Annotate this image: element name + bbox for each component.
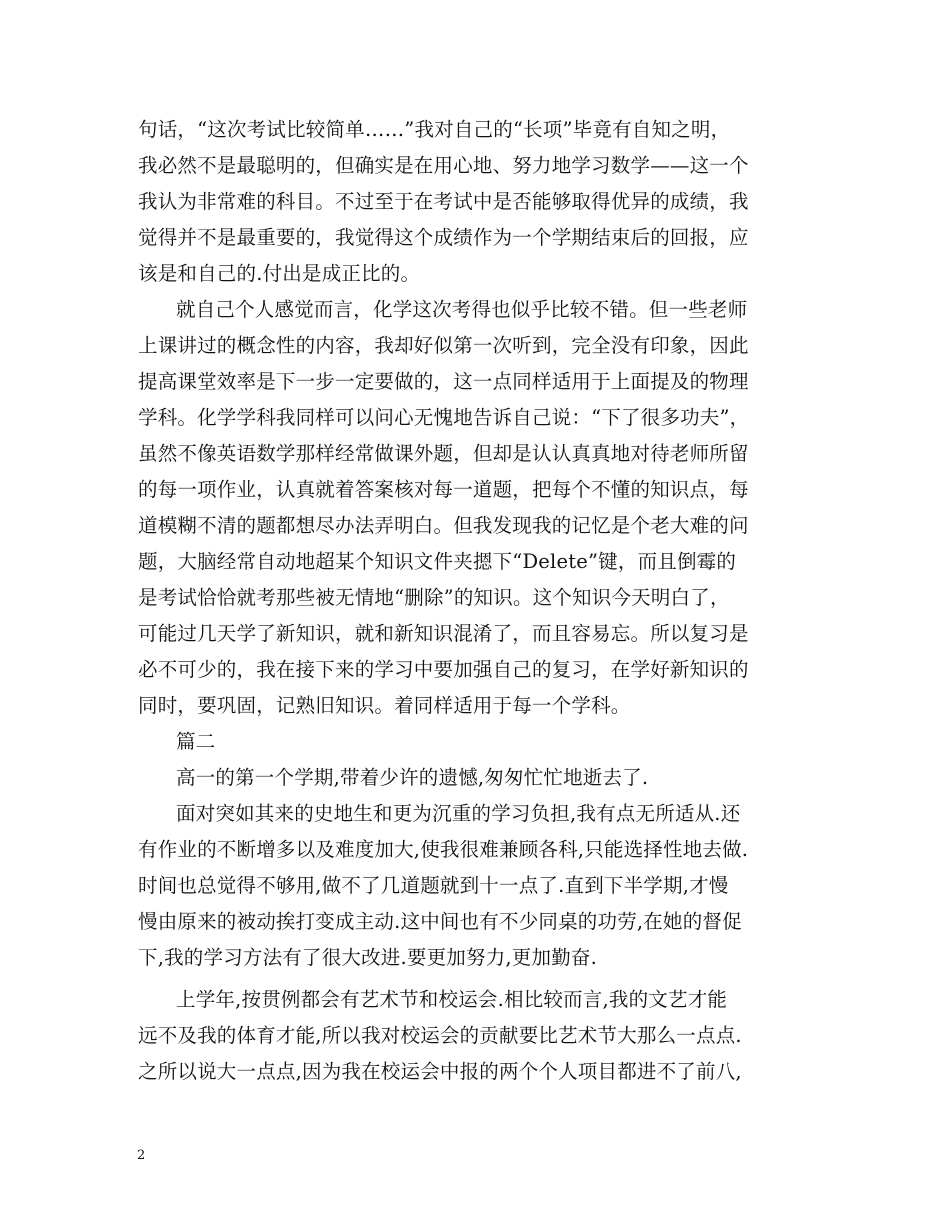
section-heading: 篇二 <box>176 730 216 753</box>
text-line: 就自己个人感觉而言，化学这次考得也似乎比较不错。但一些老师 <box>176 298 748 321</box>
page-number: 2 <box>137 1148 146 1163</box>
text-line: 该是和自己的.付出是成正比的。 <box>138 262 421 285</box>
text-line: 觉得并不是最重要的，我觉得这个成绩作为一个学期结束后的回报，应 <box>138 226 749 249</box>
text-line: 同时，要巩固，记熟旧知识。着同样适用于每一个学科。 <box>138 694 631 717</box>
text-line: 可能过几天学了新知识，就和新知识混淆了，而且容易忘。所以复习是 <box>138 622 749 645</box>
text-line: 之所以说大一点点,因为我在校运会中报的两个个人项目都进不了前八, <box>138 1060 742 1083</box>
text-line: 时间也总觉得不够用,做不了几道题就到十一点了.直到下半学期,才慢 <box>138 874 729 897</box>
text-line: 上学年,按贯例都会有艺术节和校运会.相比较而言,我的文艺才能 <box>176 988 728 1011</box>
text-line: 道模糊不清的题都想尽办法弄明白。但我发现我的记忆是个老大难的问 <box>138 514 749 537</box>
text-line: 虽然不像英语数学那样经常做课外题，但却是认认真真地对待老师所留 <box>138 442 749 465</box>
text-line: 高一的第一个学期,带着少许的遗憾,匆匆忙忙地逝去了. <box>176 766 649 789</box>
text-line: 下,我的学习方法有了很大改进.要更加努力,更加勤奋. <box>138 946 597 969</box>
text-line: 面对突如其来的史地生和更为沉重的学习负担,我有点无所适从.还 <box>176 802 741 825</box>
text-line: 学科。化学学科我同样可以问心无愧地告诉自己说：“下了很多功夫”， <box>138 406 750 429</box>
text-line: 我必然不是最聪明的，但确实是在用心地、努力地学习数学——这一个 <box>138 154 749 177</box>
text-line: 是考试恰恰就考那些被无情地“删除”的知识。这个知识今天明白了， <box>138 586 730 609</box>
text-line: 我认为非常难的科目。不过至于在考试中是否能够取得优异的成绩，我 <box>138 190 749 213</box>
text-line: 题，大脑经常自动地超某个知识文件夹摁下“Delete”键，而且倒霉的 <box>138 550 737 573</box>
text-line: 必不可少的，我在接下来的学习中要加强自己的复习，在学好新知识的 <box>138 658 749 681</box>
text-line: 的每一项作业，认真就着答案核对每一道题，把每个不懂的知识点，每 <box>138 478 749 501</box>
text-line: 句话，“这次考试比较简单……”我对自己的“长项”毕竟有自知之明， <box>138 118 731 141</box>
text-line: 慢由原来的被动挨打变成主动.这中间也有不少同桌的功劳,在她的督促 <box>138 910 742 933</box>
text-line: 有作业的不断增多以及难度加大,使我很难兼顾各科,只能选择性地去做. <box>138 838 749 861</box>
text-line: 远不及我的体育才能,所以我对校运会的贡献要比艺术节大那么一点点. <box>138 1024 742 1047</box>
text-line: 提高课堂效率是下一步一定要做的，这一点同样适用于上面提及的物理 <box>138 370 749 393</box>
text-line: 上课讲过的概念性的内容，我却好似第一次听到，完全没有印象，因此 <box>138 334 749 357</box>
